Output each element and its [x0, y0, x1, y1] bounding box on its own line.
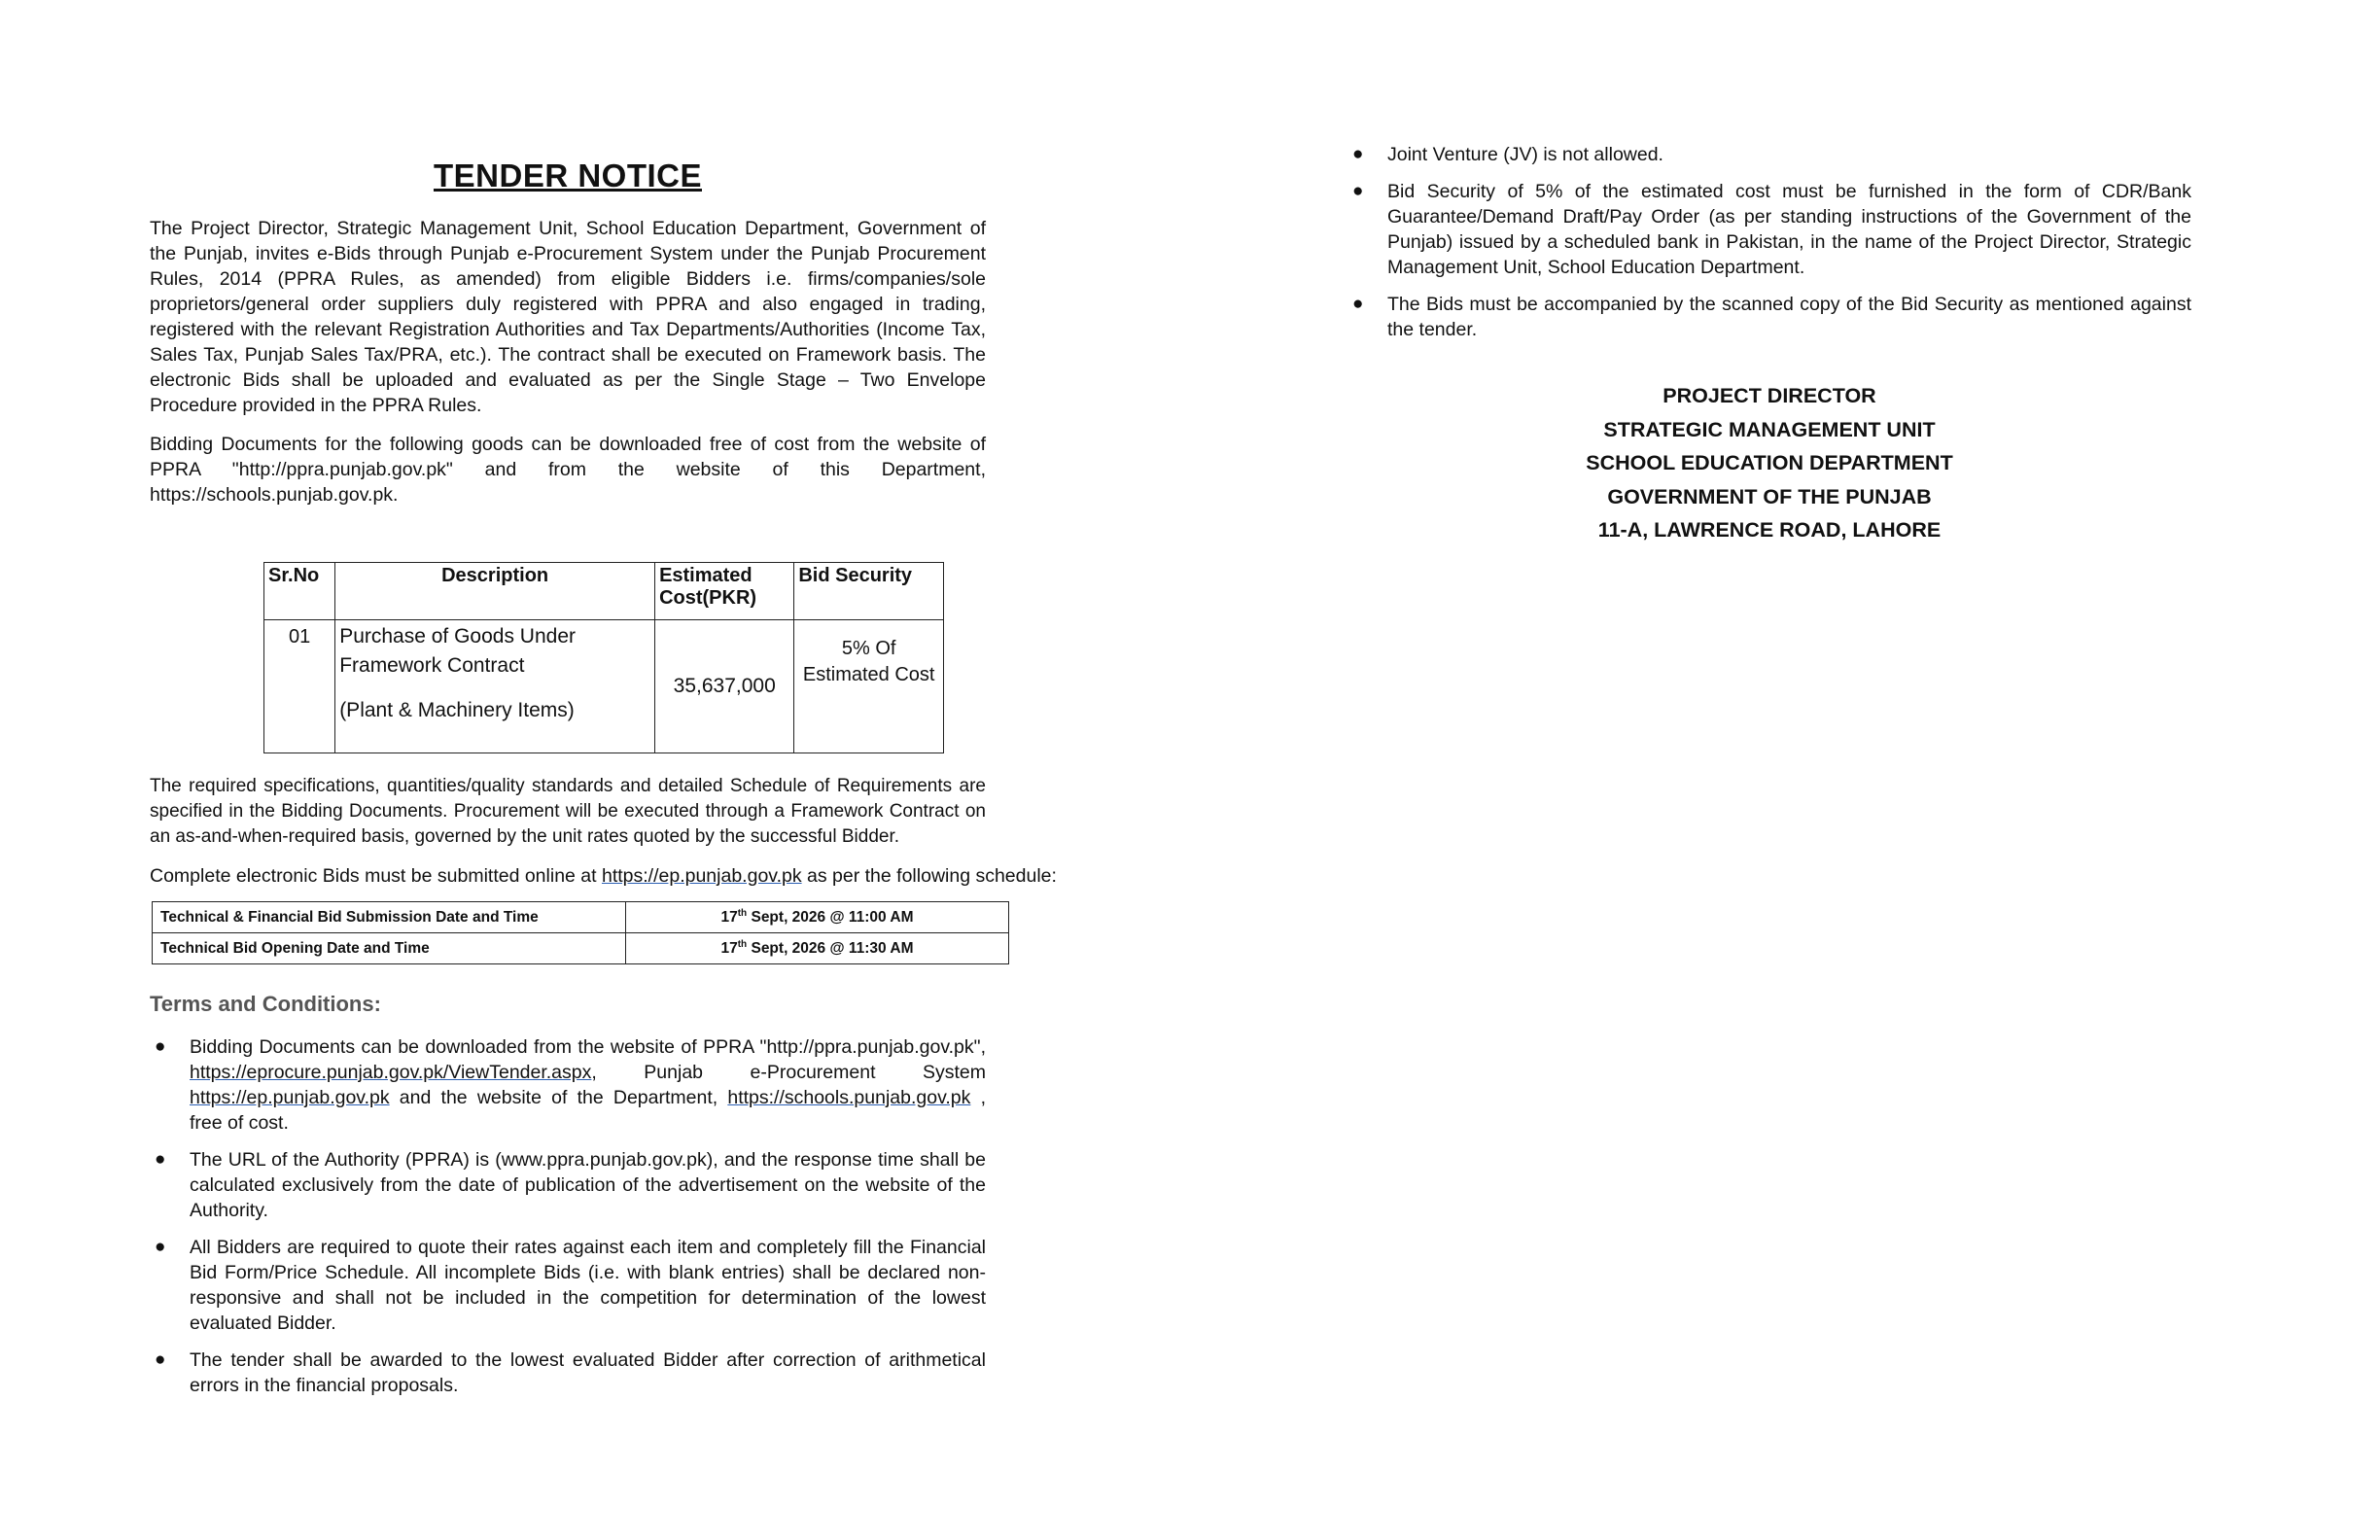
table-row — [153, 902, 1009, 933]
terms-heading: Terms and Conditions: — [150, 992, 381, 1016]
list-item — [150, 1348, 986, 1398]
description-line-1: Purchase of Goods Under — [339, 625, 576, 648]
eprocure-link[interactable]: https://eprocure.punjab.gov.pk/ViewTender.aspx — [190, 1062, 592, 1083]
condition-text: Bid Security of 5% of the estimated cost must be furnished in the form of CDR/Bank Guarantee/Demand Draft/Pay Order (as per standing instructions of the Government of the Punjab) issued by a scheduled bank in Pakistan, in the name of the Project Director, Strategic Management Unit, School Education Department. — [1387, 181, 2191, 278]
goods-table — [263, 562, 944, 753]
specifications-paragraph: The required specifications, quantities/quality standards and detailed Schedule of Requirements are specified in the Bidding Documents. Procurement will be executed through a Framework Contract on an as-and-when-required basis, governed by the unit rates quoted by the successful Bidder. — [150, 776, 986, 847]
schedule-day-suffix: th — [737, 938, 748, 950]
condition-text: The Bids must be accompanied by the scanned copy of the Bid Security as mentioned against the tender. — [1387, 294, 2191, 340]
schedule-day-suffix: th — [737, 907, 748, 919]
condition-text: Joint Venture (JV) is not allowed. — [1387, 144, 1663, 165]
header-sr-no: Sr.No — [264, 563, 335, 620]
term-text: The URL of the Authority (PPRA) is (www.ppra.punjab.gov.pk), and the response time shall be calculated exclusively from the date of publication of the advertisement on the website of the Authority. — [190, 1149, 986, 1221]
table-header-row — [264, 563, 944, 620]
signature-line: GOVERNMENT OF THE PUNJAB — [1607, 484, 1932, 508]
list-item — [1348, 142, 2191, 167]
header-description: Description — [335, 563, 655, 620]
schedule-value-submission — [626, 902, 1009, 933]
bullet-icon: ● — [155, 1237, 166, 1257]
ep-punjab-link[interactable]: https://ep.punjab.gov.pk — [601, 865, 802, 887]
intro-paragraph: The Project Director, Strategic Management Unit, School Education Department, Government of the Punjab, invites e-Bids through Punjab e-Procurement System under the Punjab Procurement Rules, 2014 (PPRA Rules, as amended) from eligible Bidders i.e. firms/companies/sole proprietors/general order suppliers duly registered with PPRA and also engaged in trading, registered with the relevant Registration Authorities and Tax Departments/Authorities (Income Tax, Sales Tax, Punjab Sales Tax/PRA, etc.). The contract shall be executed on Framework basis. The electronic Bids shall be uploaded and evaluated as per the Single Stage – Two Envelope Procedure provided in the PPRA Rules. — [150, 218, 986, 416]
schedule-label-submission: Technical & Financial Bid Submission Date and Time — [153, 902, 626, 933]
signature-line: SCHOOL EDUCATION DEPARTMENT — [1586, 451, 1953, 474]
schedule-day: 17 — [720, 940, 738, 958]
list-item — [150, 1235, 986, 1336]
cell-sr-no: 01 — [264, 620, 335, 753]
term-text: , Punjab e-Procurement System — [591, 1062, 986, 1083]
schools-punjab-link[interactable]: https://schools.punjab.gov.pk — [727, 1087, 971, 1108]
schedule-rest: Sept, 2026 @ 11:30 AM — [747, 940, 914, 958]
description-line-3: (Plant & Machinery Items) — [339, 699, 575, 721]
term-text: and the website of the Department, — [389, 1087, 728, 1108]
page-title: TENDER NOTICE — [433, 158, 702, 193]
list-item — [150, 1147, 986, 1223]
signature-line: PROJECT DIRECTOR — [1662, 384, 1876, 407]
cell-estimated-cost: 35,637,000 — [655, 620, 794, 753]
signature-line: STRATEGIC MANAGEMENT UNIT — [1603, 417, 1936, 441]
schedule-rest: Sept, 2026 @ 11:00 AM — [747, 909, 914, 927]
term-text: , free of cost. — [190, 1087, 986, 1134]
bullet-icon: ● — [155, 1036, 166, 1057]
table-row — [153, 933, 1009, 964]
bullet-icon: ● — [155, 1149, 166, 1170]
term-text: Bidding Documents can be downloaded from the website of PPRA "http://ppra.punjab.gov.pk", — [190, 1036, 986, 1058]
schedule-label-opening: Technical Bid Opening Date and Time — [153, 933, 626, 964]
submission-paragraph — [150, 863, 1064, 889]
schedule-value-opening — [626, 933, 1009, 964]
bid-security-line-2: Estimated Cost — [802, 664, 935, 685]
header-bid-security: Bid Security — [794, 563, 944, 620]
bullet-icon: ● — [1352, 294, 1364, 314]
header-estimated-cost: Estimated Cost(PKR) — [655, 563, 794, 620]
cell-bid-security — [794, 620, 944, 753]
bullet-icon: ● — [155, 1349, 166, 1370]
cell-description — [335, 620, 655, 753]
submission-text-after: as per the following schedule: — [801, 865, 1057, 887]
bullet-icon: ● — [1352, 144, 1364, 164]
table-row — [264, 620, 944, 753]
schedule-table — [152, 901, 1009, 964]
list-item — [1348, 292, 2191, 342]
terms-list — [150, 1034, 986, 1410]
list-item — [150, 1034, 986, 1136]
list-item — [1348, 179, 2191, 280]
ep-punjab-link[interactable]: https://ep.punjab.gov.pk — [190, 1087, 390, 1108]
schedule-day: 17 — [720, 909, 738, 927]
submission-text-before: Complete electronic Bids must be submitted online at — [150, 865, 602, 887]
term-text: All Bidders are required to quote their rates against each item and completely fill the Financial Bid Form/Price Schedule. All incomplete Bids (i.e. with blank entries) shall be declared non-responsive and shall not be included in the competition for determination of the lowest evaluated Bidder. — [190, 1237, 986, 1334]
bid-security-line-1: 5% Of — [841, 638, 896, 659]
signature-block — [1348, 379, 2191, 547]
term-text: The tender shall be awarded to the lowest evaluated Bidder after correction of arithmetical errors in the financial proposals. — [190, 1349, 986, 1396]
conditions-list — [1348, 142, 2191, 354]
bullet-icon: ● — [1352, 181, 1364, 201]
signature-line: 11-A, LAWRENCE ROAD, LAHORE — [1597, 518, 1942, 542]
bidding-documents-paragraph: Bidding Documents for the following goods can be downloaded free of cost from the website of PPRA "http://ppra.punjab.gov.pk" and from the website of this Department, https://schools.punjab.gov.pk. — [150, 434, 986, 506]
description-line-2: Framework Contract — [339, 654, 525, 677]
